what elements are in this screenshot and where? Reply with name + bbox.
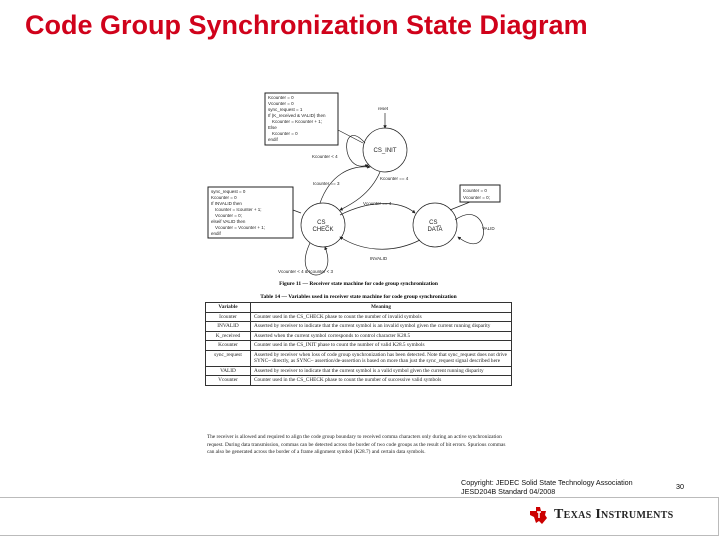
table-caption: Table 14 — Variables used in receiver state machine for code group synchronization xyxy=(260,294,457,300)
table-row: VALID Asserted by receiver to indicate that the current symbol is a valid symbol given the current running disparity xyxy=(206,366,512,376)
standard-line: JESD204B Standard 04/2008 xyxy=(461,487,556,496)
state-diagram xyxy=(200,85,520,285)
svg-text:Vcounter = 0: Vcounter = 0 xyxy=(268,101,294,106)
svg-text:If INVALID then: If INVALID then xyxy=(211,201,242,206)
svg-text:VALID: VALID xyxy=(482,226,495,231)
ti-logo xyxy=(528,505,674,525)
copyright xyxy=(461,478,633,496)
svg-text:Kcounter == 4: Kcounter == 4 xyxy=(380,176,409,181)
ti-logo-text: Texas Instruments xyxy=(554,507,674,522)
table-row: Kcounter Counter used in the CS_INIT phase to count the number of valid K28.5 symbols xyxy=(206,341,512,351)
svg-text:Kcounter = 0: Kcounter = 0 xyxy=(272,131,298,136)
svg-text:endif: endif xyxy=(211,231,221,236)
svg-text:Kcounter = Kcounter + 1;: Kcounter = Kcounter + 1; xyxy=(272,119,323,124)
copyright-line: Copyright: JEDEC Solid State Technology Association xyxy=(461,478,633,487)
svg-text:Kcounter = 0: Kcounter = 0 xyxy=(211,195,237,200)
svg-text:INVALID: INVALID xyxy=(370,256,388,261)
svg-text:Vcounter = Vcounter + 1;: Vcounter = Vcounter + 1; xyxy=(215,225,266,230)
svg-text:Vcounter < 4 & Icounter < 3: Vcounter < 4 & Icounter < 3 xyxy=(278,269,334,274)
column-header: Meaning xyxy=(251,303,512,313)
page-number: 30 xyxy=(676,482,684,491)
svg-text:Else: Else xyxy=(268,125,277,130)
init-box-text xyxy=(268,95,326,142)
table-row: Icounter Counter used in the CS_CHECK phase to count the number of invalid symbols xyxy=(206,312,512,322)
state-label-check-2: CHECK xyxy=(312,227,334,233)
svg-text:sync_request = 0: sync_request = 0 xyxy=(211,189,246,194)
state-label-data-2: DATA xyxy=(427,227,443,233)
state-label-data: CS_ xyxy=(429,220,441,226)
svg-text:sync_request = 1: sync_request = 1 xyxy=(268,107,303,112)
svg-text:Kcounter < 4: Kcounter < 4 xyxy=(312,154,338,159)
table-row: K_received Asserted when the current symbol corresponds to control character K28.5 xyxy=(206,331,512,341)
table-row: INVALID Asserted by receiver to indicate that the current symbol is an invalid symbol given the current running disparity xyxy=(206,322,512,332)
variables-table xyxy=(205,302,512,386)
state-label-check: CS_ xyxy=(317,220,329,226)
body-paragraph: The receiver is allowed and required to align the code group boundary to received comma characters only during an active synchronization request. During data transmission, commas can be detected across the border of two code groups as the result of bit errors. Spurious commas can also be generated across the border of a frame alignment symbol (K28.7) and certain data symbols. xyxy=(207,434,506,455)
svg-text:Vcounter = 0;: Vcounter = 0; xyxy=(463,195,490,200)
svg-text:Kcounter = 0: Kcounter = 0 xyxy=(268,95,294,100)
column-header: Variable xyxy=(206,303,251,313)
svg-text:Icounter = 0: Icounter = 0 xyxy=(463,188,487,193)
svg-text:elseif VALID then: elseif VALID then xyxy=(211,219,246,224)
svg-text:Icounter = Icounter + 1;: Icounter = Icounter + 1; xyxy=(215,207,262,212)
svg-text:Vcounter == 4: Vcounter == 4 xyxy=(363,201,392,206)
slide-title: Code Group Synchronization State Diagram xyxy=(25,10,588,40)
table-row: sync_request Asserted by receiver when loss of code group synchronization has been detected. Note that sync_request does not drive SYNC~ directly, as SYNC~ assertion/de-assertion is based on more than just the sync_request signal described here xyxy=(206,350,512,366)
svg-text:Icounter == 3: Icounter == 3 xyxy=(313,181,340,186)
svg-text:If (K_received & VALID) then: If (K_received & VALID) then xyxy=(268,113,326,118)
figure-caption: Figure 11 — Receiver state machine for code group synchronization xyxy=(279,281,438,287)
data-box-text xyxy=(463,188,490,200)
state-label-init: CS_INIT xyxy=(373,148,397,154)
svg-text:Vcounter = 0;: Vcounter = 0; xyxy=(215,213,242,218)
svg-text:reset: reset xyxy=(378,106,389,111)
ti-logo-icon xyxy=(528,505,548,525)
table-row: Vcounter Counter used in the CS_CHECK phase to count the number of successive valid symbols xyxy=(206,376,512,386)
svg-text:endif: endif xyxy=(268,137,278,142)
check-box-text xyxy=(211,189,265,236)
